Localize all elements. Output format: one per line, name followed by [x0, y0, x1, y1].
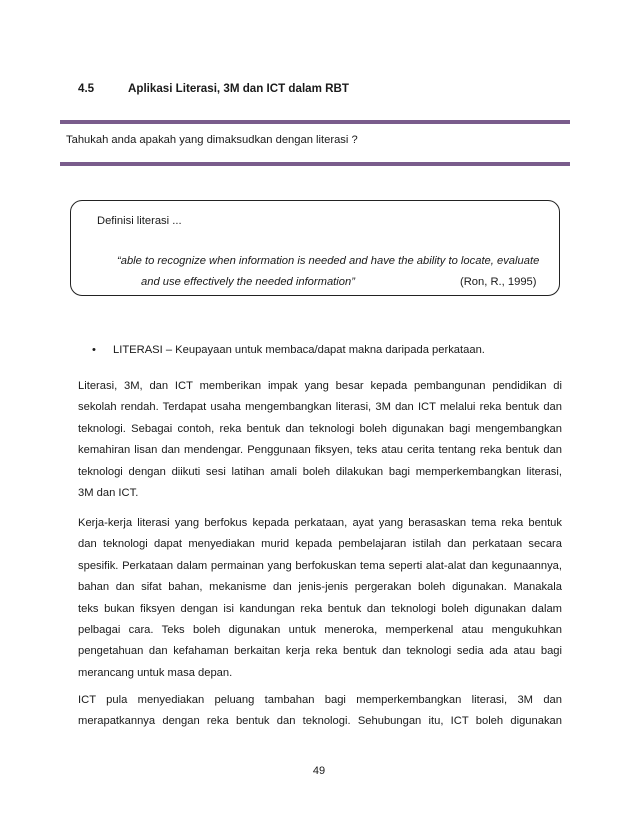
- divider-bottom: [60, 162, 570, 166]
- definition-heading: Definisi literasi ...: [97, 215, 182, 227]
- page-number: 49: [312, 765, 326, 777]
- paragraph-1: [78, 376, 562, 504]
- question-text: Tahukah anda apakah yang dimaksudkan dengan literasi ?: [66, 134, 358, 146]
- divider-top: [60, 120, 570, 124]
- paragraph-line: teks bukan fiksyen dengan isi kandungan reka bentuk dan teknologi boleh digunakan dalam: [78, 602, 562, 615]
- paragraph-line: Kerja-kerja literasi yang berfokus kepada perkataan, ayat yang berasaskan tema reka bentuk: [78, 517, 562, 529]
- definition-citation: (Ron, R., 1995): [460, 276, 537, 288]
- section-title: Aplikasi Literasi, 3M dan ICT dalam RBT: [128, 82, 349, 95]
- paragraph-line: teknologi. Sebagai contoh, reka bentuk dan teknologi boleh digunakan bagi mengembangkan: [78, 422, 562, 435]
- paragraph-line: kemahiran lisan dan mendengar. Penggunaan fiksyen, teks atau cerita tentang reka bentuk dan: [78, 444, 562, 457]
- paragraph-line: Literasi, 3M, dan ICT memberikan impak yang besar kepada pembangunan pendidikan di: [78, 380, 562, 392]
- paragraph-line: merapatkannya dengan reka bentuk dan teknologi. Sehubungan itu, ICT boleh digunakan: [78, 715, 562, 728]
- paragraph-line: pelbagai cara. Teks boleh digunakan untuk meneroka, memperkenal atau mengukuhkan: [78, 623, 562, 636]
- definition-quote-line-1: “able to recognize when information is needed and have the ability to locate, evaluate: [117, 255, 540, 267]
- paragraph-line: teknologi dengan diikuti sesi latihan amali boleh dilakukan bagi memperkembangkan literasi,: [78, 465, 562, 478]
- paragraph-2: [78, 513, 562, 684]
- paragraph-line: pengetahuan dan kefahaman berkaitan kerja reka bentuk dan teknologi sedia ada atau bagi: [78, 645, 562, 658]
- paragraph-line: merancang untuk masa depan.: [78, 666, 233, 679]
- section-number: 4.5: [78, 82, 95, 95]
- definition-quote-line-2: and use effectively the needed information”: [141, 276, 355, 288]
- bullet-text: LITERASI – Keupayaan untuk membaca/dapat makna daripada perkataan.: [113, 344, 485, 356]
- paragraph-line: spesifik. Perkataan dalam permainan yang berfokuskan tema seperti alat-alat dan kegunaannya,: [78, 559, 562, 572]
- definition-box: [70, 200, 560, 296]
- paragraph-line: ICT pula menyediakan peluang tambahan bagi memperkembangkan literasi, 3M dan: [78, 694, 562, 706]
- paragraph-3: [78, 690, 562, 733]
- paragraph-line: sekolah rendah. Terdapat usaha mengembangkan literasi, 3M dan ICT melalui reka bentuk dan: [78, 401, 562, 414]
- paragraph-line: bahan dan sifat bahan, mekanisme dan jenis-jenis pergerakan boleh digunakan. Manakala: [78, 581, 562, 594]
- paragraph-line: dan teknologi dapat menyediakan murid kepada pembelajaran istilah dan perkataan secara: [78, 538, 562, 551]
- bullet-symbol: •: [92, 344, 96, 356]
- paragraph-line: 3M dan ICT.: [78, 486, 139, 499]
